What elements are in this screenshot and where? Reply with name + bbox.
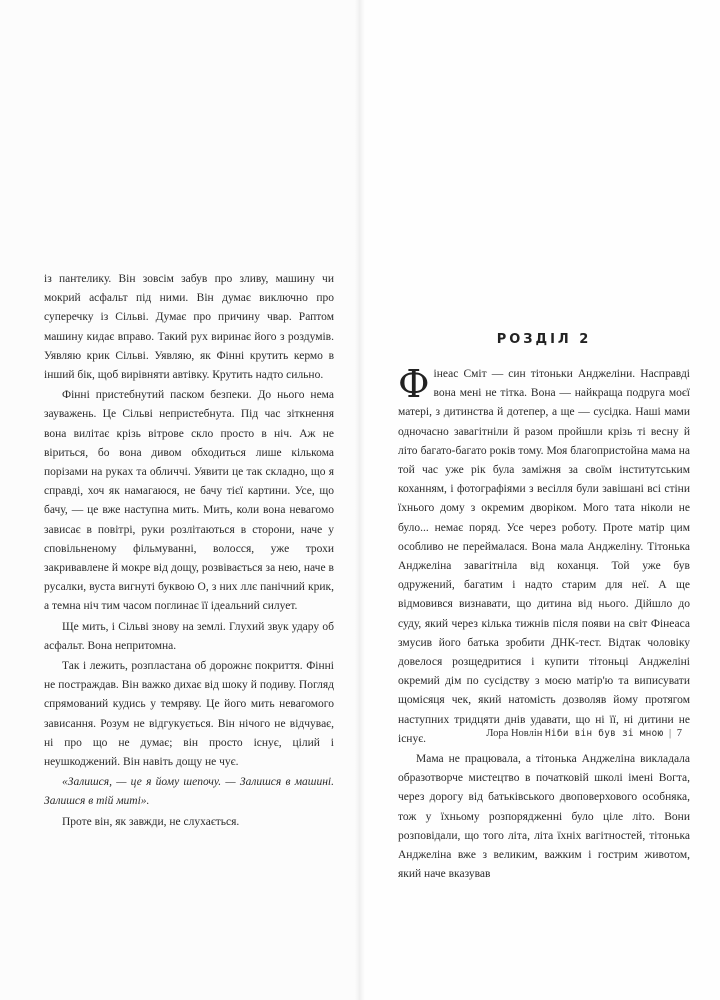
left-paragraph: Ще мить, і Сільві знову на землі. Глухий звук удару об асфальт. Вона непритомна. bbox=[44, 620, 334, 652]
page-footer bbox=[398, 728, 682, 739]
left-paragraph: із пантелику. Він зовсім забув про зливу, машину чи мокрий асфальт під ними. Він думає виключно про суперечку із Сільві. Думає про причину чвар. Раптом машину кидає вправо. Такий рух виринає його з роздумів. Уявляю крик Сільві. Уявляю, як Фінні крутить кермо в інший бік, щоб вирівняти автівку. Крутить надто сильно. bbox=[44, 273, 334, 382]
right-paragraph-first bbox=[398, 362, 690, 749]
left-page-text bbox=[44, 270, 334, 832]
left-paragraph: Так і лежить, розпластана об дорожнє покриття. Фінні не постраждав. Він важко дихає від шоку й подиву. Погляд спрямований кудись у темряву. Це його мить невагомого зависання. Розум не відгукується. Він нічого не відчуває, ні про що не думає; він просто існує, цілий і неушкоджений. Він навіть дощу не чує. bbox=[44, 660, 334, 769]
left-paragraph: Проте він, як завжди, не слухається. bbox=[62, 815, 240, 828]
right-page-text bbox=[398, 362, 690, 884]
footer-separator: | bbox=[669, 728, 672, 739]
right-paragraph-first-text: інеас Сміт — син тітоньки Анджеліни. Насправді вона мені не тітка. Вона — найкраща подруга моєї матері, з дитинства й дотепер, а ще — сусідка. Наші мами одночасно завагітніли й разом пройшли крізь ті весну й літо багато-багато років тому. Моя благопристойна мама на той час уже рік була заміжня за своїм інститутським коханням, і фотографіями з весілля були завішані всі стіни їхнього дому з окремим дворіком. Мого тата ніколи не було... немає поряд. Усе через роботу. Проте матір цим особливо не переймалася. Вона мала Анджеліну. Тітонька Анджеліна завагітніла від коханця. Той уже був одружений, багатим і надто старим для неї. А ще відмовився визнавати, що дитина від нього. Дійшло до суду, який через кілька тижнів після появи на світ Фінеаса змусив його батька зробити ДНК-тест. Відтак чоловіку довелося розщедритися і купити тітоньці Анджеліні окремий дім по сусідству з моєю матір'ю та виписувати щомісяця чек, який натомість дозволяв йому протягом наступних тридцяти днів удавати, що ні її, ні дитини не існує. bbox=[398, 368, 690, 745]
drop-cap: Ф bbox=[398, 362, 430, 406]
right-paragraph: Мама не працювала, а тітонька Анджеліна викладала образотворче мистецтво в початковій школі імені Вогта, через дорогу від батьківського двоповерхового особняка, тож у їхньому розпорядженні було ціле літо. Вони розповідали, що того літа, літа їхніх вагітностей, тітонька Анджеліна вже з великим, важким і гострим животом, який наче вказував bbox=[398, 753, 690, 881]
footer-book-title: Ніби він був зі мною bbox=[545, 728, 664, 739]
chapter-title: РОЗДІЛ 2 bbox=[496, 332, 592, 347]
book-gutter bbox=[355, 0, 365, 1000]
left-paragraph: Фінні пристебнутий паском безпеки. До нього нема зауважень. Це Сільві непристебнута. Під час зіткнення вона вилітає крізь вітрове скло просто в ніч. Аж не віриться, бо вона дивом обходиться лише кількома порізами на руках та обличчі. Уявити це так складно, що я справді, хоч як намагаюся, не бачу тієї картини. Усе, що бачу, — це вже наступна мить. Мить, коли вона невагомо зависає в повітрі, руки розлітаються в сторони, наче у сповільненому фільмуванні, волосся, уже трохи закривавлене й мокре від дощу, розвівається за нею, наче в русалки, вуста вигнуті буквою О, з них ллє панічний крик, а темна ніч тим часом поглинає її ідеальний силует. bbox=[44, 389, 334, 613]
footer-author: Лора Новлін bbox=[486, 728, 543, 739]
page-number: 7 bbox=[676, 728, 682, 739]
left-paragraph-quote: «Залишся, — це я йому шепочу. — Залишся в машині. Залишся в тій миті». bbox=[44, 776, 334, 808]
